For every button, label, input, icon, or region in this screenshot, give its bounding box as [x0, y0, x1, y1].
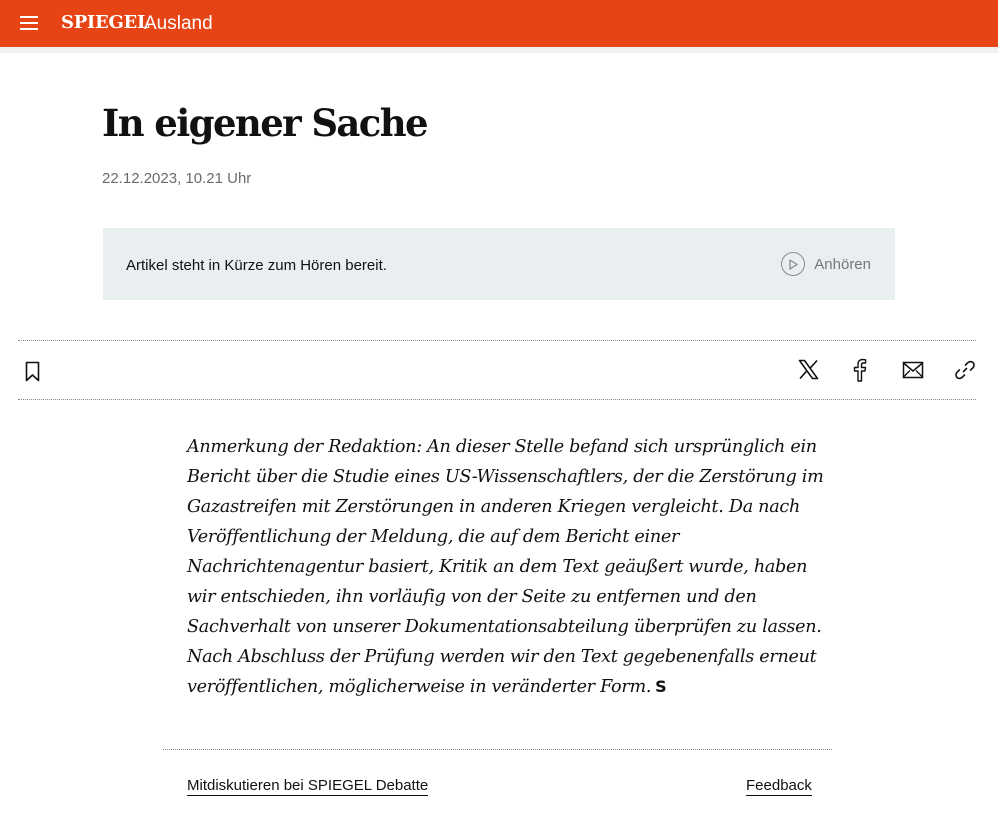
- bookmark-icon[interactable]: [25, 361, 40, 382]
- toolbar-top-divider: [18, 340, 976, 341]
- feedback-link[interactable]: Feedback: [746, 777, 812, 794]
- mail-icon[interactable]: [902, 361, 924, 379]
- audio-notice: Artikel steht in Kürze zum Hören bereit.: [126, 257, 387, 274]
- top-navigation-bar: [0, 0, 998, 47]
- article-body: [187, 432, 827, 702]
- listen-label: Anhören: [814, 255, 871, 273]
- spiegel-end-mark: S: [655, 677, 667, 696]
- link-icon[interactable]: [954, 359, 976, 381]
- debate-link[interactable]: Mitdiskutieren bei SPIEGEL Debatte: [187, 777, 429, 794]
- article-text: Anmerkung der Redaktion: An dieser Stelle befand sich ursprünglich ein Bericht über die Studie eines US-Wissenschaftlers, der die Zerstörung im Gazastreifen mit Zerstörungen in anderen Kriegen vergleicht. Da nach Veröffentlichung der Meldung, die auf dem Bericht einer Nachrichtenagentur basiert, Kritik an dem Text geäußert wurde, haben wir entschieden, ihn vorläufig von der Seite zu entfernen und den Sachverhalt von unserer Dokumentationsabteilung überprüfen zu lassen. Nach Abschluss der Prüfung werden wir den Text gegebenenfalls erneut veröffentlichen, möglicherweise in veränderter Form.: [187, 437, 824, 697]
- menu-icon[interactable]: [20, 16, 38, 30]
- x-icon[interactable]: [798, 359, 819, 380]
- listen-button[interactable]: [781, 252, 871, 276]
- footer-divider: [163, 749, 832, 750]
- toolbar-bottom-divider: [18, 399, 976, 400]
- article-headline: In eigener Sache: [102, 101, 427, 145]
- section-link[interactable]: Ausland: [144, 13, 213, 34]
- article-date: 22.12.2023, 10.21 Uhr: [102, 170, 252, 187]
- play-icon: [781, 252, 805, 276]
- spiegel-logo[interactable]: SPIEGEL: [61, 12, 150, 33]
- audio-player-box: [103, 228, 895, 300]
- facebook-icon[interactable]: [851, 358, 868, 382]
- header-divider: [0, 47, 998, 53]
